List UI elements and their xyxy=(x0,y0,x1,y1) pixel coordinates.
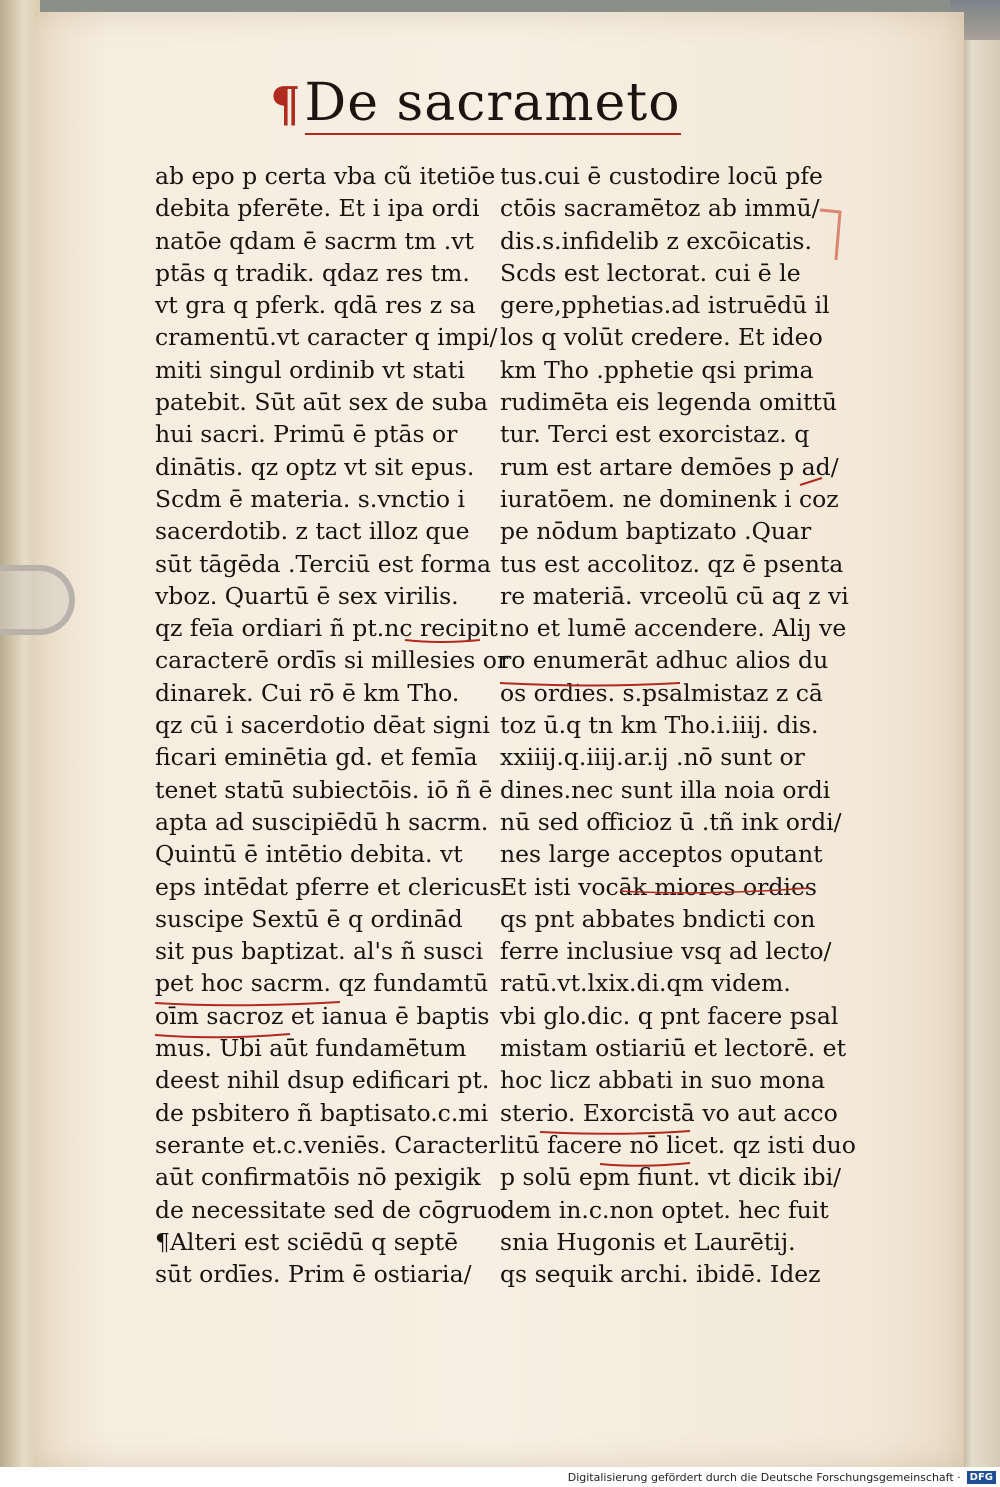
text-line: rum est artare demōes p ad/ xyxy=(500,452,839,481)
text-line: tus est accolitoz. qz ē psenta xyxy=(500,549,844,578)
pilcrow-mark: ¶ xyxy=(270,77,301,133)
text-line: natōe qdam ē sacrm tm .vt xyxy=(155,226,474,255)
footer-bar xyxy=(0,1467,1000,1487)
text-line: hui sacri. Primū ē ptās or xyxy=(155,420,458,449)
text-line: vt gra q pferk. qdā res z sa xyxy=(155,291,476,320)
text-line: sit pus baptizat. al's ñ susci xyxy=(155,937,484,966)
text-line: re materiā. vrceolū cū aq z vi xyxy=(500,581,849,610)
text-line: dinātis. qz optz vt sit epus. xyxy=(155,452,475,481)
text-line: qs pnt abbates bndicti con xyxy=(500,904,816,933)
text-line: tus.cui ē custodire locū pfe xyxy=(500,162,823,190)
text-line: os ordies. s.psalmistaz z cā xyxy=(500,678,823,707)
text-line: oīm sacroz et ianua ē baptis xyxy=(155,1001,490,1030)
text-line: Scds est lectorat. cui ē le xyxy=(500,258,801,287)
text-line: nū sed officioz ū .tñ ink ordi/ xyxy=(500,807,842,836)
text-line: sacerdotib. z tact illoz que xyxy=(155,517,470,546)
text-line: ratū.vt.lxix.di.qm videm. xyxy=(500,969,791,998)
text-line: aūt confirmatōis nō pexigik xyxy=(155,1163,481,1192)
text-line: litū facere nō licet. qz isti duo xyxy=(500,1130,856,1159)
text-line: gere,pphetias.ad istruēdū il xyxy=(500,291,830,320)
text-line: de necessitate sed de cōgruo. xyxy=(155,1195,509,1224)
text-line: pet hoc sacrm. qz fundamtū xyxy=(155,969,489,998)
text-line: dines.nec sunt illa noia ordi xyxy=(500,775,831,804)
next-page-edge xyxy=(960,10,1000,1467)
text-line: debita pferēte. Et i ipa ordi xyxy=(155,194,480,223)
text-line: caracterē ordīs si millesies or xyxy=(155,646,509,675)
text-line: suscipe Sextū ē q ordinād xyxy=(155,904,463,933)
footer-credit: Digitalisierung gefördert durch die Deutsche Forschungsgemeinschaft · xyxy=(567,1470,961,1484)
text-line: patebit. Sūt aūt sex de suba xyxy=(155,388,488,417)
text-line: tur. Terci est exorcistaz. q xyxy=(500,420,810,449)
text-line: snia Hugonis et Laurētij. xyxy=(500,1227,796,1256)
text-line: ficari eminētia gd. et femīa xyxy=(155,743,478,772)
text-line: eps intēdat pferre et clericus xyxy=(155,872,502,901)
left-text-column xyxy=(155,160,509,1290)
text-line: ctōis sacramētoz ab immū/ xyxy=(500,194,820,223)
book-clasp xyxy=(0,565,75,635)
text-line: toz ū.q tn km Tho.i.iiij. dis. xyxy=(500,711,819,740)
page-title: De sacrameto xyxy=(304,73,681,134)
text-line: serante et.c.veniēs. Caracter xyxy=(155,1130,500,1159)
text-line: rudimēta eis legenda omittū xyxy=(500,388,837,417)
text-line: p solū epm fiunt. vt dicik ibi/ xyxy=(500,1163,842,1192)
text-line: sterio. Exorcistā vo aut acco xyxy=(500,1098,838,1127)
text-line: vboz. Quartū ē sex virilis. xyxy=(155,581,459,610)
text-line: qz cū i sacerdotio dēat signi xyxy=(155,711,490,740)
text-line: apta ad suscipiēdū h sacrm. xyxy=(155,807,489,836)
text-line: iuratōem. ne dominenk i coz xyxy=(500,484,839,513)
text-line: pe nōdum baptizato .Quar xyxy=(500,517,812,546)
dfg-logo: DFG xyxy=(967,1471,996,1484)
text-line: ptās q tradik. qdaz res tm. xyxy=(155,258,470,287)
text-line: Scdm ē materia. s.vnctio i xyxy=(155,484,465,513)
text-line: tenet statū subiectōis. iō ñ ē xyxy=(155,775,493,804)
text-line: sūt tāgēda .Terciū est forma xyxy=(155,549,492,578)
text-line: km Tho .pphetie qsi prima xyxy=(500,355,814,384)
page-heading xyxy=(270,70,681,140)
text-line: Et isti vocāk miores ordies xyxy=(500,872,817,901)
text-line: cramentū.vt caracter q impi/ xyxy=(155,323,498,352)
text-line: dis.s.infidelib z excōicatis. xyxy=(500,226,812,255)
text-line: qs sequik archi. ibidē. Idez xyxy=(500,1260,821,1289)
text-line: hoc licz abbati in suo mona xyxy=(500,1066,826,1095)
right-text-column xyxy=(500,160,856,1290)
text-line: sūt ordīes. Prim ē ostiaria/ xyxy=(155,1260,472,1289)
text-line: ¶Alteri est sciēdū q septē xyxy=(155,1227,459,1256)
text-line: dem in.c.non optet. hec fuit xyxy=(500,1195,829,1224)
text-line: miti singul ordinib vt stati xyxy=(155,355,465,384)
text-line: xxiiij.q.iiij.ar.ij .nō sunt or xyxy=(500,743,805,772)
text-line: Quintū ē intētio debita. vt xyxy=(155,840,463,869)
text-line: los q volūt credere. Et ideo xyxy=(500,323,823,352)
text-line: vbi glo.dic. q pnt facere psal xyxy=(500,1001,839,1030)
text-line: mus. Ubi aūt fundamētum xyxy=(155,1034,467,1063)
text-line: mistam ostiariū et lectorē. et xyxy=(500,1034,847,1063)
text-line: dinarek. Cui rō ē km Tho. xyxy=(155,678,460,707)
text-line: ferre inclusiue vsq ad lecto/ xyxy=(500,937,832,966)
text-line: nes large acceptos oputant xyxy=(500,840,823,869)
text-line: qz feīa ordiari ñ pt.nc recipit xyxy=(155,614,498,643)
text-line: de psbitero ñ baptisato.c.mi xyxy=(155,1098,489,1127)
text-line: ro enumerāt adhuc alios du xyxy=(500,646,829,675)
text-line: ab epo p certa vba cũ itetiōe xyxy=(155,162,496,190)
text-line: deest nihil dsup edificari pt. xyxy=(155,1066,490,1095)
text-line: no et lumē accendere. Aliȷ ve xyxy=(500,614,847,643)
